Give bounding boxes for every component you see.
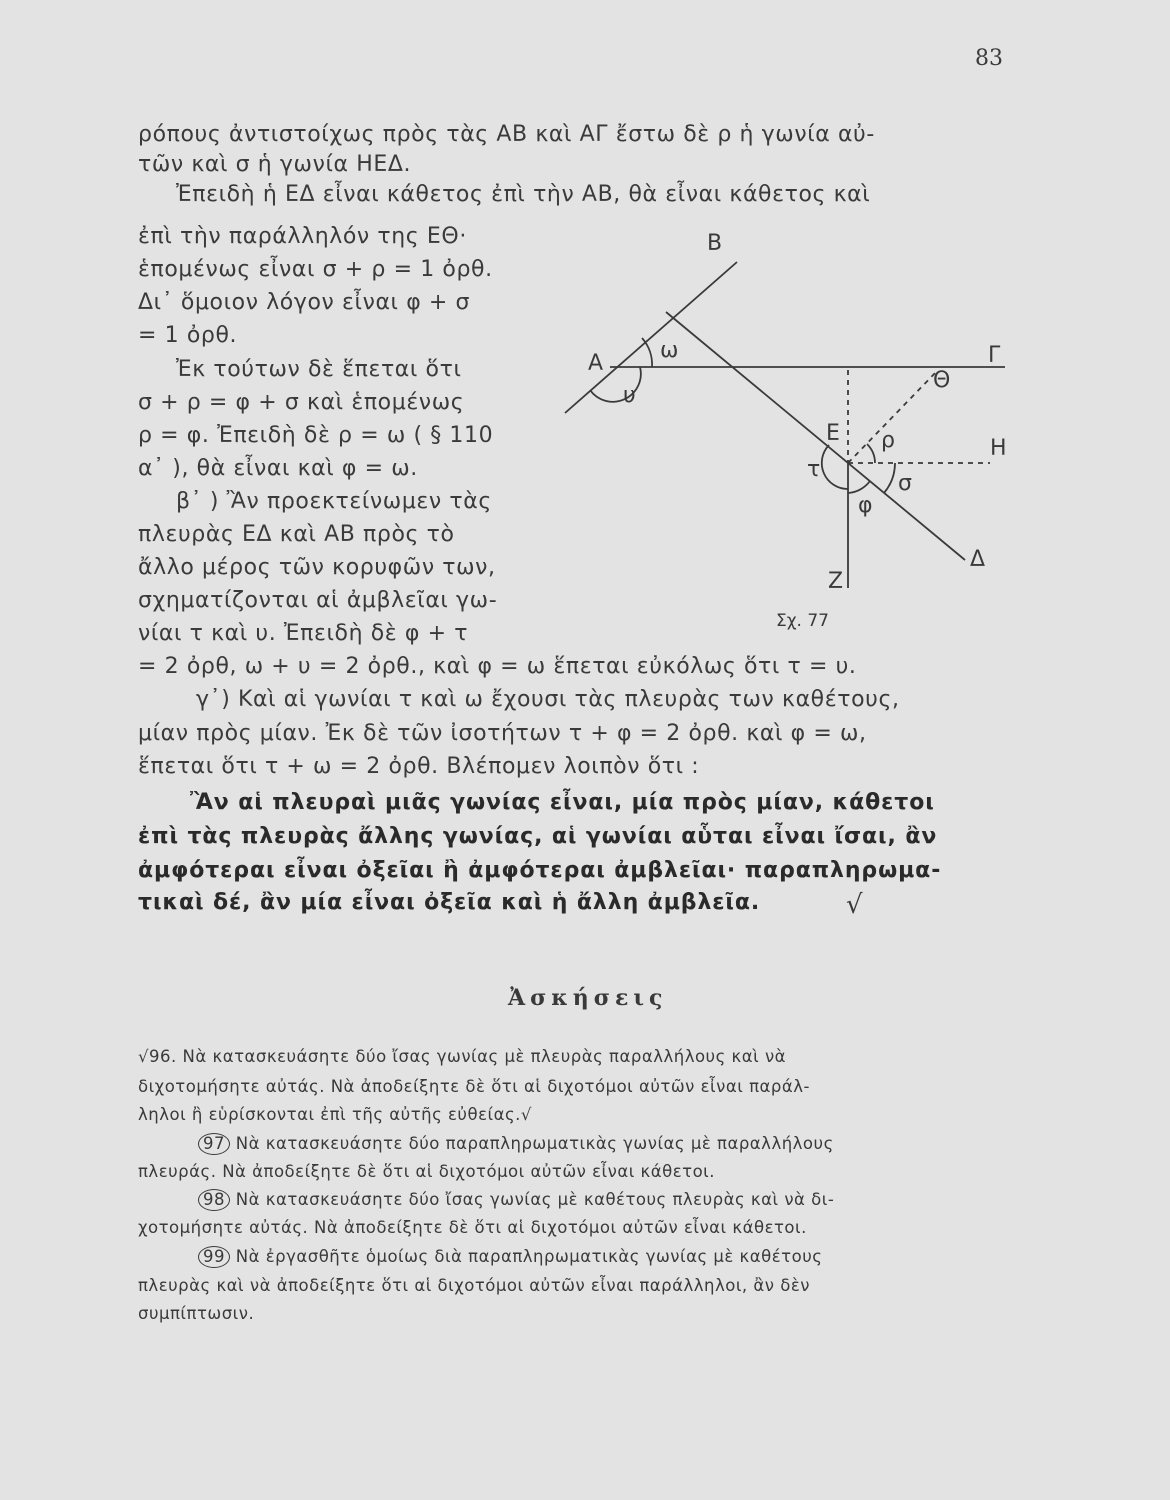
- label-z: Ζ: [828, 569, 844, 594]
- arc-sigma: [884, 463, 895, 493]
- body-line: = 1 ὀρθ.: [138, 323, 238, 348]
- label-phi: φ: [858, 493, 873, 518]
- exercise-text: πλευρὰς καὶ νὰ ἀποδείξητε ὅτι αἱ διχοτόμοι αὐτῶν εἶναι παράλληλοι, ἂν δὲν: [138, 1276, 810, 1295]
- label-tau: τ: [807, 457, 821, 482]
- body-line: γ᾽) Καὶ αἱ γωνίαι τ καὶ ω ἔχουσι τὰς πλευρὰς των καθέτους,: [196, 687, 900, 712]
- arc-omega: [642, 338, 652, 367]
- check-mark-icon: √: [520, 1105, 532, 1124]
- exercise-number-circled: 98: [198, 1189, 230, 1211]
- body-line: μίαν πρὸς μίαν. Ἐκ δὲ τῶν ἰσοτήτων τ + φ = 2 ὀρθ. καὶ φ = ω,: [138, 721, 867, 746]
- label-g: Γ: [988, 343, 1001, 368]
- label-a: Α: [588, 351, 604, 376]
- body-line: β᾽ ) Ἂν προεκτείνωμεν τὰς: [176, 489, 492, 514]
- body-line: ρ = φ. Ἐπειδὴ δὲ ρ = ω ( § 110: [138, 423, 494, 448]
- label-h: Η: [990, 436, 1007, 461]
- label-rho: ρ: [881, 428, 895, 453]
- body-line: ἐπὶ τὴν παράλληλόν της ΕΘ·: [138, 224, 467, 249]
- body-line: Ἐκ τούτων δὲ ἕπεται ὅτι: [176, 357, 462, 382]
- exercise-text: Νὰ κατασκευάσητε δύο παραπληρωματικὰς γωνίας μὲ παραλλήλους: [235, 1134, 834, 1153]
- exercise-text: Νὰ κατασκευάσητε δύο ἴσας γωνίας μὲ καθέτους πλευρὰς καὶ νὰ δι-: [235, 1190, 835, 1209]
- exercise-number-circled: 97: [198, 1133, 230, 1155]
- exercise-text: Νὰ ἐργασθῆτε ὁμοίως διὰ παραπληρωματικὰς γωνίας μὲ καθέτους: [235, 1247, 823, 1266]
- label-b: Β: [707, 231, 723, 256]
- exercise-text: χοτομήσητε αὐτάς. Νὰ ἀποδείξητε δὲ ὅτι αἱ διχοτόμοι αὐτῶν εἶναι κάθετοι.: [138, 1218, 807, 1237]
- figure-caption: Σχ. 77: [776, 611, 830, 631]
- check-mark-icon: √: [138, 1047, 150, 1066]
- exercise-number: 96.: [149, 1047, 177, 1066]
- exercise-text: ληλοι ἢ εὑρίσκονται ἐπὶ τῆς αὐτῆς εὐθείας.: [138, 1105, 521, 1124]
- body-line: Ἐπειδὴ ἡ ΕΔ εἶναι κάθετος ἐπὶ τὴν ΑΒ, θὰ εἶναι κάθετος καὶ: [176, 182, 871, 207]
- line-ed: [666, 312, 965, 560]
- exercise-text: πλευράς. Νὰ ἀποδείξητε δὲ ὅτι αἱ διχοτόμοι αὐτῶν εἶναι κάθετοι.: [138, 1162, 716, 1181]
- exercise-text: συμπίπτωσιν.: [138, 1304, 255, 1323]
- label-omega: ω: [660, 338, 679, 363]
- theorem-line: τικαὶ δέ, ἂν μία εἶναι ὀξεῖα καὶ ἡ ἄλλη ἀμβλεῖα.: [138, 890, 761, 915]
- check-mark-icon: √: [846, 890, 864, 920]
- body-line: νίαι τ καὶ υ. Ἐπειδὴ δὲ φ + τ: [138, 621, 469, 646]
- body-line: ρόπους ἀντιστοίχως πρὸς τὰς ΑΒ καὶ ΑΓ ἔστω δὲ ρ ἡ γωνία αὐ-: [138, 122, 875, 147]
- body-line: ἄλλο μέρος τῶν κορυφῶν των,: [138, 555, 496, 580]
- theorem-line: Ἂν αἱ πλευραὶ μιᾶς γωνίας εἶναι, μία πρὸς μίαν, κάθετοι: [190, 790, 935, 815]
- theorem-line: ἀμφότεραι εἶναι ὀξεῖαι ἢ ἀμφότεραι ἀμβλεῖαι· παραπληρωμα-: [138, 858, 942, 883]
- label-d: Δ: [970, 547, 986, 572]
- label-sigma: σ: [898, 471, 912, 496]
- body-line: Δι᾽ ὅμοιον λόγον εἶναι φ + σ: [138, 290, 471, 315]
- label-upsilon: υ: [623, 383, 636, 408]
- body-line: ἑπομένως εἶναι σ + ρ = 1 ὀρθ.: [138, 257, 493, 282]
- body-line: = 2 ὀρθ, ω + υ = 2 ὀρθ., καὶ φ = ω ἕπεται εὐκόλως ὅτι τ = υ.: [138, 654, 857, 679]
- body-line: πλευρὰς ΕΔ καὶ ΑΒ πρὸς τὸ: [138, 522, 455, 547]
- body-line: τῶν καὶ σ ἡ γωνία ΗΕΔ.: [138, 152, 412, 177]
- exercise-text: διχοτομήσητε αὐτάς. Νὰ ἀποδείξητε δὲ ὅτι αἱ διχοτόμοι αὐτῶν εἶναι παράλ-: [138, 1077, 810, 1096]
- arc-rho: [867, 444, 875, 463]
- body-line: α᾽ ), θὰ εἶναι καὶ φ = ω.: [138, 456, 418, 481]
- label-e: Ε: [826, 421, 840, 446]
- exercise-number-circled: 99: [198, 1246, 230, 1268]
- page-number: 83: [975, 46, 1003, 71]
- body-line: ἕπεται ὅτι τ + ω = 2 ὀρθ. Βλέπομεν λοιπὸν ὅτι :: [138, 754, 700, 779]
- theorem-line: ἐπὶ τὰς πλευρὰς ἄλλης γωνίας, αἱ γωνίαι αὗται εἶναι ἴσαι, ἂν: [138, 824, 938, 849]
- arc-phi: [848, 481, 870, 493]
- exercise-text: Νὰ κατασκευάσητε δύο ἴσας γωνίας μὲ πλευρὰς παραλλήλους καὶ νὰ: [182, 1047, 787, 1066]
- exercises-heading: Ἀσκήσεις: [508, 985, 668, 1011]
- body-line: σ + ρ = φ + σ καὶ ἑπομένως: [138, 390, 465, 415]
- body-line: σχηματίζονται αἱ ἀμβλεῖαι γω-: [138, 588, 498, 613]
- label-th: Θ: [933, 368, 951, 393]
